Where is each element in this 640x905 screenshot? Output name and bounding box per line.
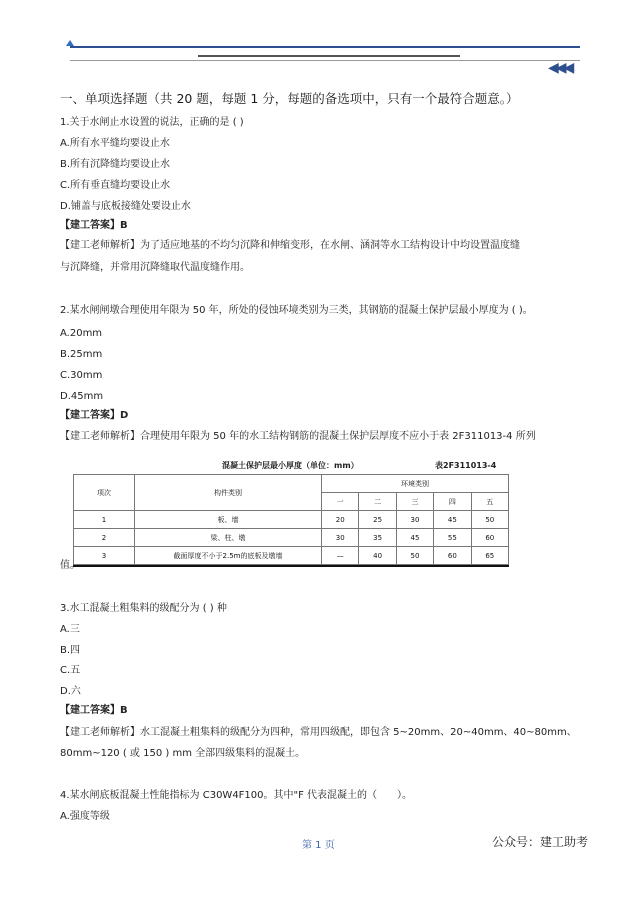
table-cell: 40	[359, 547, 396, 565]
q1-option-d: D.铺盖与底板接缝处要设止水	[60, 201, 191, 212]
header-arrows-icon: ◀◀◀	[548, 60, 572, 76]
table-code: 表2F311013-4	[435, 461, 497, 470]
q1-option-a: A.所有水平缝均要设止水	[60, 138, 170, 149]
table-env-class: 一	[322, 493, 359, 511]
q4-option-a: A.强度等级	[60, 811, 110, 822]
page-number: 第 1 页	[302, 840, 335, 851]
q3-analysis-line1: 【建工老师解析】水工混凝土粗集料的级配分为四种，常用四级配，即包含 5~20mm、20~40mm、40~80mm、	[60, 727, 577, 738]
table-cell: 60	[471, 529, 508, 547]
table-env-class: 四	[434, 493, 471, 511]
q3-option-d: D.六	[60, 686, 81, 697]
table-cell: 3	[74, 547, 135, 565]
table-cell: 35	[359, 529, 396, 547]
table-header-env: 环境类别	[322, 475, 509, 493]
table-env-class: 五	[471, 493, 508, 511]
header-title-rule	[198, 55, 460, 57]
table-bottom-rule	[73, 565, 509, 567]
table-cell: 25	[359, 511, 396, 529]
table-header-item: 项次	[74, 475, 135, 511]
header-rule	[70, 46, 580, 48]
table-cell: 30	[322, 529, 359, 547]
header-thin-rule	[70, 60, 580, 61]
table-title: 混凝土保护层最小厚度（单位：mm）	[222, 461, 359, 470]
table-row	[74, 511, 509, 529]
table-cell: 20	[322, 511, 359, 529]
q2-option-d: D.45mm	[60, 391, 104, 402]
table-cell: 板、墙	[135, 511, 322, 529]
table-row	[74, 529, 509, 547]
q3-analysis-line2: 80mm~120 ( 或 150 ) mm 全部四级集料的混凝土。	[60, 748, 306, 759]
q3-option-a: A.三	[60, 624, 80, 635]
table-cell: 30	[396, 511, 433, 529]
table-cell: 65	[471, 547, 508, 565]
q1-question: 1.关于水闸止水设置的说法，正确的是 ( )	[60, 117, 244, 128]
table-cell: 45	[396, 529, 433, 547]
table-cell: —	[322, 547, 359, 565]
q2-option-a: A.20mm	[60, 328, 103, 339]
table-cell: 55	[434, 529, 471, 547]
q3-option-b: B.四	[60, 645, 81, 656]
table-cell: 截面厚度不小于2.5m的底板及墩墙	[135, 547, 322, 565]
table-row	[74, 547, 509, 565]
cover-thickness-table	[73, 474, 509, 565]
table-cell: 50	[396, 547, 433, 565]
q2-option-b: B.25mm	[60, 349, 103, 360]
q3-question: 3.水工混凝土粗集料的级配分为 ( ) 种	[60, 603, 227, 614]
q2-analysis-line1: 【建工老师解析】合理使用年限为 50 年的水工结构钢筋的混凝土保护层厚度不应小于表 2F311013-4 所列	[60, 431, 536, 442]
table-header-type: 构件类别	[135, 475, 322, 511]
table-env-class: 三	[396, 493, 433, 511]
q2-answer: 【建工答案】D	[60, 410, 129, 421]
table-cell: 50	[471, 511, 508, 529]
q2-analysis-line2: 值。	[60, 560, 80, 571]
q2-question: 2.某水闸闸墩合理使用年限为 50 年，所处的侵蚀环境类别为三类，其钢筋的混凝土保护层最小厚度为 ( )。	[60, 305, 533, 316]
q4-question: 4.某水闸底板混凝土性能指标为 C30W4F100。其中"F 代表混凝土的（ ）。	[60, 790, 413, 801]
wechat-account: 公众号：建工助考	[492, 835, 589, 849]
table-cell: 45	[434, 511, 471, 529]
section-title: 一、单项选择题（共 20 题，每题 1 分，每题的备选项中，只有一个最符合题意。）	[60, 91, 519, 106]
q3-option-c: C.五	[60, 665, 81, 676]
q1-option-b: B.所有沉降缝均要设止水	[60, 159, 171, 170]
table-cell: 60	[434, 547, 471, 565]
table-env-class: 二	[359, 493, 396, 511]
table-cell: 2	[74, 529, 135, 547]
q1-analysis-line1: 【建工老师解析】为了适应地基的不均匀沉降和伸缩变形，在水闸、涵洞等水工结构设计中均设置温度缝	[60, 240, 520, 251]
q1-answer: 【建工答案】B	[60, 220, 128, 231]
table-cell: 1	[74, 511, 135, 529]
q2-option-c: C.30mm	[60, 370, 103, 381]
q1-analysis-line2: 与沉降缝，并常用沉降缝取代温度缝作用。	[60, 262, 250, 273]
q1-option-c: C.所有垂直缝均要设止水	[60, 180, 171, 191]
table-cell: 梁、柱、墩	[135, 529, 322, 547]
q3-answer: 【建工答案】B	[60, 705, 128, 716]
